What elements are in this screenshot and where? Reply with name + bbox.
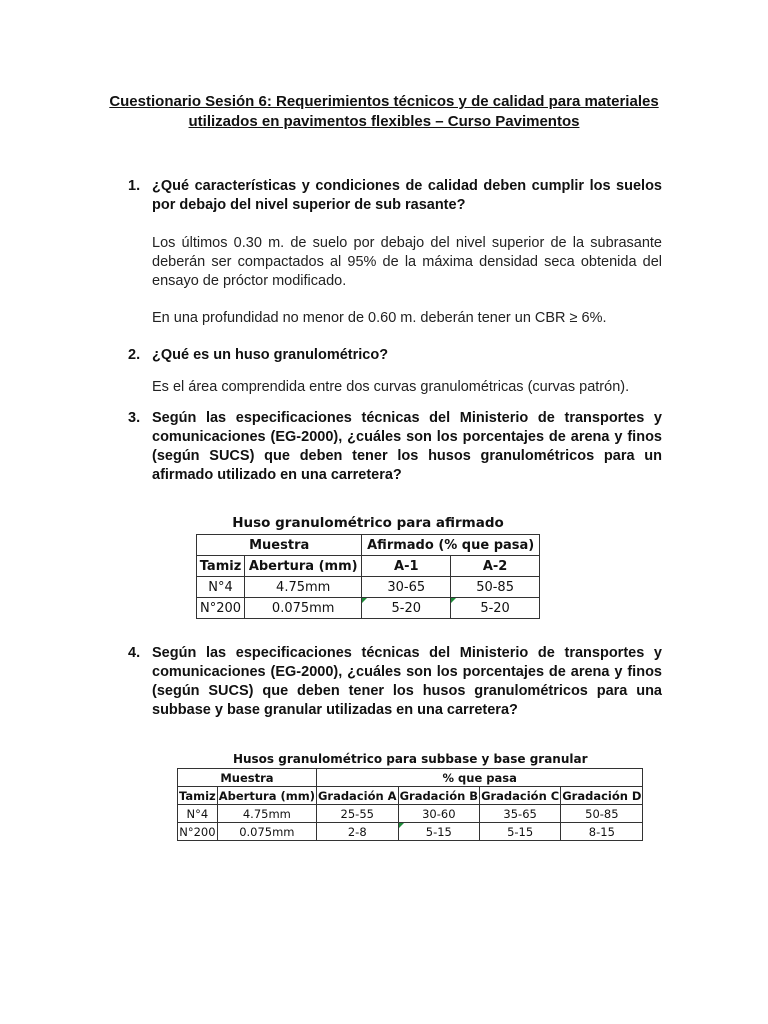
- question-number: 3.: [128, 410, 141, 426]
- question-text: Según las especificaciones técnicas del Ministerio de transportes y comunicaciones (EG-2000), ¿cuáles son los porcentajes de arena y finos (según SUCS) que deben tener los husos granulométricos para un afirmado utilizado en una carretera?: [152, 410, 662, 483]
- title-line-2: utilizados en pavimentos flexibles – Curso Pavimentos: [188, 113, 580, 130]
- table-cell: 0.075mm: [217, 823, 316, 841]
- table-row: [197, 577, 540, 598]
- table-caption: Husos granulométrico para subbase y base granular: [178, 750, 643, 769]
- answer-2: Es el área comprendida entre dos curvas granulométricas (curvas patrón).: [152, 379, 630, 395]
- table-caption: Huso granulométrico para afirmado: [197, 512, 540, 535]
- cell-value: 5-20: [480, 600, 510, 616]
- table-cell: 30-60: [398, 805, 479, 823]
- header-abertura: Abertura (mm): [218, 788, 315, 803]
- question-number: 1.: [128, 178, 141, 194]
- question-number: 2.: [128, 347, 141, 363]
- table-cell: 50-85: [451, 577, 540, 598]
- answer-1-paragraph-2: En una profundidad no menor de 0.60 m. deberán tener un CBR ≥ 6%.: [152, 310, 607, 326]
- table-cell: 30-65: [362, 577, 451, 598]
- table-cell: N°4: [197, 577, 245, 598]
- table-cell: 8-15: [561, 823, 643, 841]
- table-cell: N°4: [178, 805, 218, 823]
- question-2: [128, 346, 662, 365]
- header-tamiz: Tamiz: [179, 788, 216, 803]
- question-number: 4.: [128, 645, 141, 661]
- title-line-1: Cuestionario Sesión 6: Requerimientos técnicos y de calidad para materiales: [109, 93, 659, 110]
- table-cell: [451, 598, 540, 619]
- question-3: [128, 409, 662, 485]
- group-header-afirmado: Afirmado (% que pasa): [362, 535, 540, 556]
- document-title: [0, 92, 768, 132]
- table-cell: 2-8: [316, 823, 398, 841]
- header-a2: A-2: [451, 556, 540, 577]
- question-4: [128, 644, 662, 720]
- table-cell: 4.75mm: [217, 805, 316, 823]
- question-text: Según las especificaciones técnicas del Ministerio de transportes y comunicaciones (EG-2000), ¿cuáles son los porcentajes de arena y finos (según SUCS) que deben tener los husos granulométricos para una subbase y base granular utilizadas en una carretera?: [152, 645, 662, 718]
- table-cell: [398, 823, 479, 841]
- table-cell: 5-15: [480, 823, 561, 841]
- group-header-muestra: Muestra: [197, 535, 362, 556]
- header-a1: A-1: [362, 556, 451, 577]
- header-gradacion-a: Gradación A: [317, 788, 397, 803]
- table-cell: 0.075mm: [245, 598, 362, 619]
- header-tamiz: Tamiz: [197, 556, 245, 577]
- table-cell: 50-85: [561, 805, 643, 823]
- header-abertura: Abertura (mm): [245, 556, 362, 577]
- question-text: ¿Qué es un huso granulométrico?: [152, 347, 389, 363]
- table-row: [178, 823, 643, 841]
- table-row: [197, 598, 540, 619]
- header-gradacion-d: Gradación D: [562, 788, 642, 803]
- table-cell: 25-55: [316, 805, 398, 823]
- table-cell: N°200: [197, 598, 245, 619]
- header-gradacion-c: Gradación C: [481, 788, 560, 803]
- subbase-base-table: [177, 750, 643, 841]
- table-cell: N°200: [179, 824, 216, 839]
- table-cell: 4.75mm: [245, 577, 362, 598]
- afirmado-table: [196, 512, 540, 619]
- cell-value: 5-20: [391, 600, 422, 616]
- table-cell: [362, 598, 451, 619]
- question-text: ¿Qué características y condiciones de calidad deben cumplir los suelos por debajo del nivel superior de sub rasante?: [152, 178, 662, 213]
- table-row: [178, 805, 643, 823]
- question-1: [128, 177, 662, 215]
- answer-1-paragraph-1: Los últimos 0.30 m. de suelo por debajo del nivel superior de la subrasante deberán ser compactados al 95% de la máxima densidad seca obtenida del ensayo de próctor modificado.: [152, 235, 662, 289]
- cell-value: 5-15: [425, 824, 452, 839]
- group-header-que-pasa: % que pasa: [316, 769, 643, 787]
- group-header-muestra: Muestra: [178, 769, 317, 787]
- header-gradacion-b: Gradación B: [399, 788, 479, 803]
- table-cell: 35-65: [480, 805, 561, 823]
